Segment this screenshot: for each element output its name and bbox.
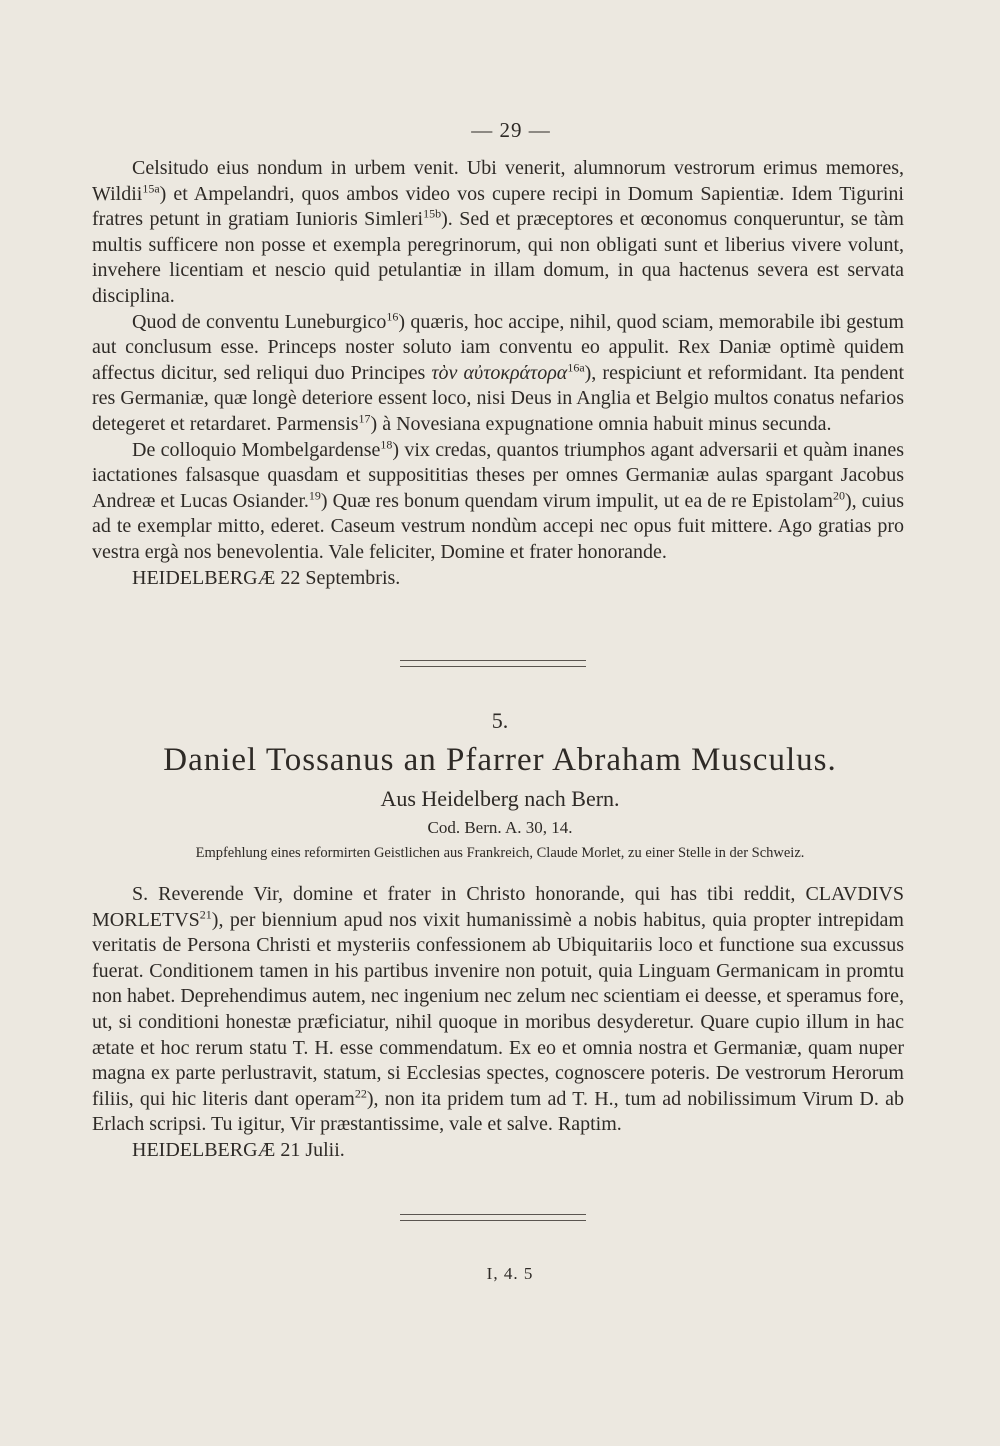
section-divider bbox=[400, 660, 586, 667]
footnote-ref: 18 bbox=[380, 436, 393, 451]
footnote-ref: 16a bbox=[567, 360, 585, 375]
paragraph: S. Reverende Vir, domine et frater in Christo honorande, qui has tibi reddit, CLAVDIVS MORLETVS$^{21}$), per biennium apud nos vixit humanissimè a nobis habitus, quia propter intrepidam veritatis de Persona Christi et mysteriis confessionem ab Ubiquitariis loco et functione sua excussus fuerat. Conditionem tamen in his partibus invenire non potuit, quia Linguam Germanicam in promtu non habet. Deprehendimus autem, nec ingenium nec zelum nec scientiam ei deesse, et speramus fore, ut, si conditioni honestæ præficiatur, nihil quoque in moribus desyderetur. Quare cupio illum in hac ætate et hoc rerum statu T. H. esse commendatum. Ex eo et omnia nostra et Germaniæ, quam nuper magna ex parte perlustravit, statum, si Ecclesias spectes, cognoscere poteris. De vestrorum Herorum filiis, qui hic literis dant operam$^{22}$), non ita pridem tum ad T. H., tum ad nobilissimum Virum D. ab Erlach scripsi. Tu igitur, Vir præstantissime, vale et salve. Raptim. bbox=[92, 883, 904, 1136]
letter-route: Aus Heidelberg nach Bern. bbox=[380, 786, 620, 811]
letter-4-body bbox=[92, 156, 904, 591]
letter-number: 5. bbox=[491, 708, 509, 733]
footnote-ref: 15b bbox=[423, 206, 442, 221]
paragraph: De colloquio Mombelgardense$^{18}$) vix credas, quantos triumphos agant adversarii et quàm inanes iactationes falsasque quasdam et supposititias theses per omnes Germaniæ aulas spargant Jacobus Andreæ et Lucas Osiander.$^{19}$) Quæ res bonum quendam virum impulit, ut ea de re Epistolam$^{20}$), cuius ad te exemplar mitto, ederet. Caseum vestrum nondùm accepi nec opus fuit mittere. Ago gratias pro vestra ergà nos benevolentia. Vale feliciter, Domine et frater honorande. bbox=[92, 436, 904, 563]
page-number: — 29 — bbox=[471, 118, 551, 142]
footnote-ref: 19 bbox=[308, 488, 321, 503]
letter-summary: Empfehlung eines reformirten Geistlichen aus Frankreich, Claude Morlet, zu einer Stelle in der Schweiz. bbox=[195, 845, 805, 861]
footnote-ref: 21 bbox=[199, 906, 212, 921]
place-date: HEIDELBERGÆ 21 Julii. bbox=[132, 1138, 345, 1161]
letter-title: Daniel Tossanus an Pfarrer Abraham Musculus. bbox=[163, 742, 837, 778]
place-date: HEIDELBERGÆ 22 Septembris. bbox=[132, 566, 401, 589]
footnote-ref: 15a bbox=[142, 180, 160, 195]
footnote-ref: 17 bbox=[358, 411, 371, 426]
footnote-ref: 20 bbox=[833, 488, 846, 503]
letter-source: Cod. Bern. A. 30, 14. bbox=[427, 818, 573, 837]
footnote-ref: 22 bbox=[354, 1086, 367, 1101]
paragraph: Quod de conventu Luneburgico$^{16}$) quæris, hoc accipe, nihil, quod sciam, memorabile ibi gestum aut conclusum esse. Princeps noster soluto iam conventu eo appulit. Rex Daniæ optimè quidem affectus dicitur, sed reliqui duo Principes τὸν αὐτοκράτορα$^{16a}$), respiciunt et reformidant. Ita pendent res Germaniæ, quæ longè deteriore essent loco, nisi Deus in Anglia et Belgio multos conatus nefarios detegeret et retardaret. Parmensis$^{17}$) à Novesiana expugnatione omnia habuit minus secunda. bbox=[92, 308, 905, 435]
printer-signature: I, 4. 5 bbox=[486, 1264, 534, 1283]
footnote-ref: 16 bbox=[386, 308, 399, 323]
greek-phrase: τὸν αὐτοκράτορα bbox=[431, 361, 568, 384]
section-divider bbox=[400, 1214, 586, 1221]
letter-5-body bbox=[92, 882, 904, 1164]
paragraph: Celsitudo eius nondum in urbem venit. Ubi venerit, alumnorum vestrorum erimus memores, Wildii$^{15a}$) et Ampelandri, quos ambos video vos cupere recipi in Domum Sapientiæ. Idem Tigurini fratres petunt in gratiam Iunioris Simleri$^{15b}$). Sed et præceptores et œconomus conqueruntur, se tàm multis sufficere non posse et exempla peregrinorum, qui non obligati sunt et liberius vivere volunt, invehere licentiam et nescio quid petulantiæ in illam domum, in qua hactenus severa est servata disciplina. bbox=[92, 157, 904, 307]
